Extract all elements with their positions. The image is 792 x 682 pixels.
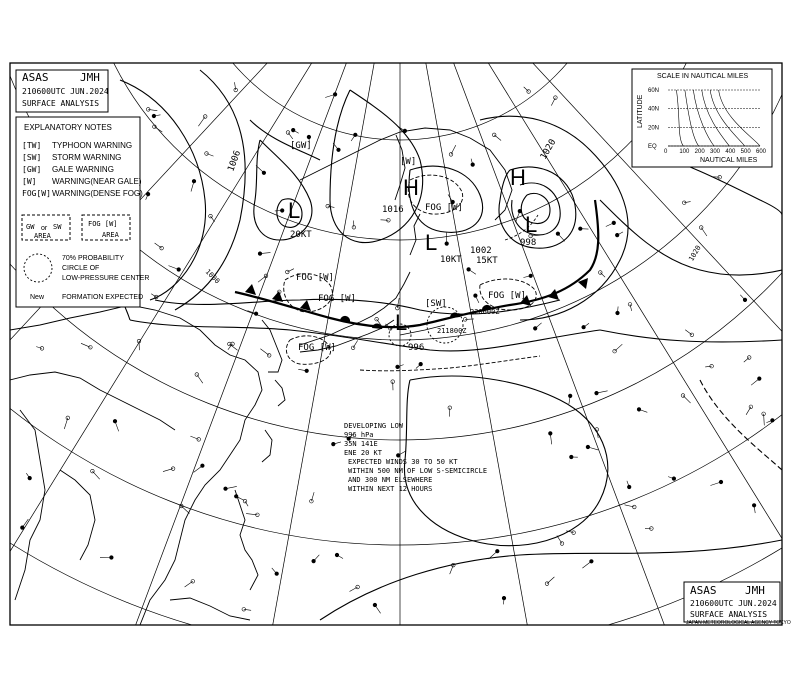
explanatory-notes xyxy=(16,117,149,307)
legend-new: New xyxy=(30,294,45,301)
header-agency: JMH xyxy=(80,71,100,84)
legend-description: WARNING(NEAR GALE) xyxy=(52,177,142,186)
legend-code: [TW] xyxy=(22,141,42,150)
legend-prob-line: 70% PROBABILITY xyxy=(62,255,124,262)
legend-fog-area: AREA xyxy=(102,231,119,239)
station-marker xyxy=(396,365,400,369)
legend-area-sw: SW xyxy=(53,223,62,231)
scale-lat-label: EQ xyxy=(648,144,657,150)
legend-area-or: or xyxy=(41,225,48,232)
legend-description: GALE WARNING xyxy=(52,165,114,174)
scale-nm-label: 600 xyxy=(756,149,767,155)
chart-footer xyxy=(684,582,780,622)
forecast-time: 211800Z xyxy=(437,327,467,335)
high-center-symbol-2: H xyxy=(510,165,526,190)
gale-warning-label: [GW] xyxy=(290,141,312,151)
near-gale-warning-label: [W] xyxy=(400,157,417,167)
legend-area-caption: AREA xyxy=(34,232,51,240)
isobar-value: 1020 xyxy=(687,244,703,263)
legend-prob-line: LOW-PRESSURE CENTER xyxy=(62,275,150,282)
scale-axis-label: LATITUDE xyxy=(637,94,644,128)
station-marker xyxy=(332,442,336,446)
station-marker xyxy=(672,477,676,481)
note-line: DEVELOPING LOW xyxy=(344,422,404,430)
legend-code: [SW] xyxy=(22,153,42,162)
scale-nm-label: 300 xyxy=(710,149,721,155)
storm-warning-label: [SW] xyxy=(425,299,447,309)
footer-code: ASAS xyxy=(690,584,717,597)
legend-new-text: FORMATION EXPECTED xyxy=(62,294,144,301)
scale-title: SCALE IN NAUTICAL MILES xyxy=(657,73,749,80)
scale-nm-label: 0 xyxy=(664,149,668,155)
fog-warning-label: FOG [W] xyxy=(298,343,336,353)
footer-agency: JMH xyxy=(745,584,765,597)
note-line: 996 hPa xyxy=(344,431,374,439)
note-line: WITHIN NEXT 12 HOURS xyxy=(348,485,433,493)
scale-lat-label: 20N xyxy=(648,125,660,132)
scale-nm-label: 100 xyxy=(679,149,690,155)
scale-nm-label: 400 xyxy=(725,149,736,155)
isobar-value: 1000 xyxy=(203,267,222,286)
speed-label: 20KT xyxy=(290,230,312,240)
legend-code: [GW] xyxy=(22,165,42,174)
footer-title: SURFACE ANALYSIS xyxy=(690,610,768,619)
fog-warning-label: FOG [W] xyxy=(425,203,463,213)
low-center-symbol: L xyxy=(525,212,538,237)
chart-header xyxy=(16,70,109,112)
low-center-pressure-2: 996 xyxy=(408,343,425,353)
legend-fog-caption: FOG [W] xyxy=(88,220,118,228)
low-center-pressure: 998 xyxy=(520,238,537,248)
footer-time: 210600UTC JUN.2024 xyxy=(690,599,777,608)
speed-label: 15KT xyxy=(476,256,498,266)
low-center-symbol-3: L xyxy=(425,230,438,255)
note-line: WITHIN 500 NM OF LOW S-SEMICIRCLE xyxy=(348,467,488,475)
note-line: AND 300 NM ELSEWHERE xyxy=(348,476,433,484)
fog-warning-label: FOG [W] xyxy=(488,291,526,301)
station-marker xyxy=(403,129,407,133)
header-code: ASAS xyxy=(22,71,49,84)
note-line: 35N 141E xyxy=(344,440,378,448)
low-center-pressure-4: 1006 xyxy=(226,149,244,174)
header-title: SURFACE ANALYSIS xyxy=(22,99,100,108)
fog-warning-label: FOG [W] xyxy=(318,294,356,304)
fog-warning-label: FOG [W] xyxy=(296,273,334,283)
legend-title: EXPLANATORY NOTES xyxy=(24,123,112,132)
scale-lat-label: 60N xyxy=(648,88,660,94)
station-marker xyxy=(28,476,32,480)
low-center-symbol-2: L xyxy=(395,310,408,335)
agency-credit: JAPAN METEOROLOGICAL AGENCY TOKYO xyxy=(686,620,791,626)
note-line: EXPECTED WINDS 30 TO 50 KT xyxy=(348,458,458,466)
legend-prob-line: CIRCLE OF xyxy=(62,265,100,272)
station-marker xyxy=(333,93,337,97)
scale-box xyxy=(632,69,772,167)
speed-label: 10KT xyxy=(440,255,462,265)
station-marker xyxy=(396,454,400,458)
scale-nm-label: 500 xyxy=(740,149,751,155)
legend-description: STORM WARNING xyxy=(52,153,122,162)
low-center-symbol-4: L xyxy=(288,198,301,223)
legend-code: [W] xyxy=(22,177,37,186)
legend-description: TYPHOON WARNING xyxy=(52,141,133,150)
high-center-pressure: 1016 xyxy=(382,205,404,215)
legend-description: WARNING(DENSE FOG) xyxy=(52,189,143,198)
low-center-pressure-3: 1002 xyxy=(470,246,492,256)
high-center-symbol: H xyxy=(403,175,419,200)
note-line: ENE 20 KT xyxy=(344,449,382,457)
high-center-pressure-2: 1020 xyxy=(538,137,559,162)
header-time: 210600UTC JUN.2024 xyxy=(22,87,109,96)
forecast-time: 220600Z xyxy=(470,308,500,316)
scale-nm-label: 200 xyxy=(694,149,705,155)
scale-x-caption: NAUTICAL MILES xyxy=(700,157,758,164)
legend-area-gw: GW xyxy=(26,223,35,231)
scale-lat-label: 40N xyxy=(648,106,660,113)
legend-code: FOG[W] xyxy=(22,189,51,198)
